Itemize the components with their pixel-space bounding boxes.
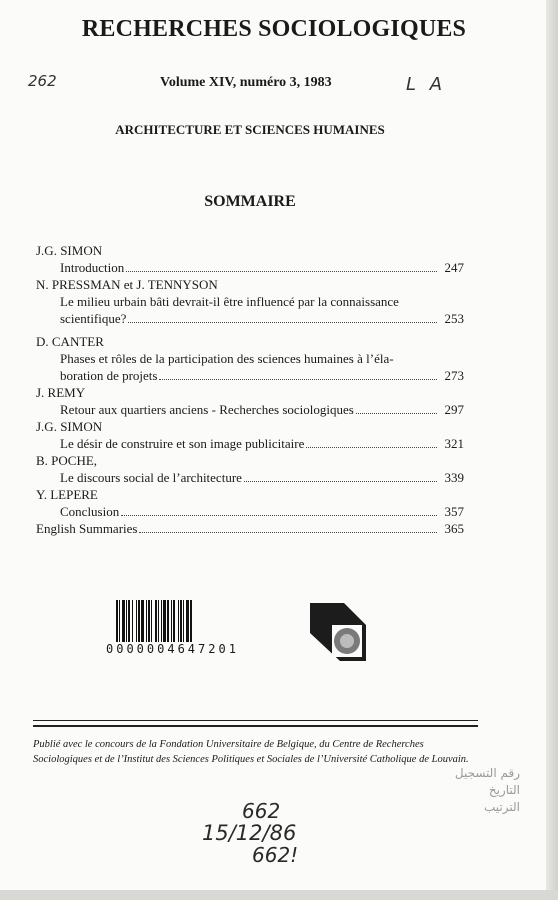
barcode bbox=[116, 600, 296, 642]
toc-line bbox=[36, 350, 464, 367]
toc-page-number: 247 bbox=[444, 260, 464, 275]
publisher-logo bbox=[310, 603, 366, 661]
handwritten-note-left: 262 bbox=[28, 72, 57, 90]
toc-title: Conclusion bbox=[60, 504, 120, 519]
toc-author: N. PRESSMAN et J. TENNYSON bbox=[36, 277, 218, 292]
toc-title: Le discours social de l’architecture bbox=[60, 470, 242, 485]
toc-author: J. REMY bbox=[36, 385, 86, 400]
toc-entry bbox=[36, 333, 464, 384]
toc-author: B. POCHE, bbox=[36, 453, 98, 468]
arabic-stamp-line: الترتيب bbox=[484, 800, 520, 814]
toc-line bbox=[36, 367, 464, 384]
footer-rule-thick bbox=[33, 725, 478, 727]
contents-heading: SOMMAIRE bbox=[204, 193, 296, 210]
leader-dots bbox=[244, 481, 437, 482]
toc-title: Le désir de construire et son image publicitaire bbox=[60, 436, 305, 451]
toc-page-number: 357 bbox=[444, 504, 464, 519]
toc-title: scientifique? bbox=[60, 311, 127, 326]
toc-page-number: 365 bbox=[444, 521, 464, 536]
toc-title: boration de projets bbox=[60, 368, 158, 383]
toc-line bbox=[36, 259, 464, 276]
toc-page-number: 273 bbox=[444, 368, 464, 383]
footer-rule-thin bbox=[33, 720, 478, 721]
volume-line: Volume XIV, numéro 3, 1983 bbox=[160, 75, 332, 90]
toc-title: Retour aux quartiers anciens - Recherches sociologiques bbox=[60, 402, 354, 417]
toc-line bbox=[36, 401, 464, 418]
toc-author: D. CANTER bbox=[36, 334, 104, 349]
leader-dots bbox=[121, 515, 437, 516]
toc-summaries-line bbox=[36, 520, 464, 537]
leader-dots bbox=[126, 271, 437, 272]
toc-entry bbox=[36, 452, 464, 486]
toc-page-number: 297 bbox=[444, 402, 464, 417]
toc-entry bbox=[36, 384, 464, 418]
page-bottom-edge bbox=[0, 890, 558, 900]
toc-entry bbox=[36, 418, 464, 452]
page-edge bbox=[546, 0, 558, 900]
barcode-number: 0000004647201 bbox=[106, 642, 239, 656]
toc-title: Le milieu urbain bâti devrait-il être influencé par la connaissance bbox=[60, 294, 399, 309]
toc-line bbox=[36, 435, 464, 452]
arabic-stamp-line: رقم التسجيل bbox=[454, 766, 520, 780]
handwritten-note-right: L A bbox=[406, 74, 447, 95]
leader-dots bbox=[159, 379, 437, 380]
toc-page-number: 339 bbox=[444, 470, 464, 485]
publisher-note: Publié avec le concours de la Fondation Universitaire de Belgique, du Centre de Recherches Sociologiques et de l’Institut des Sciences Politiques et Sociales de l’Université Catholique de Louvain. bbox=[33, 739, 469, 765]
toc-title: Introduction bbox=[60, 260, 125, 275]
toc-line bbox=[36, 503, 464, 520]
accession-number: 662 bbox=[242, 799, 281, 823]
table-of-contents bbox=[36, 242, 464, 537]
leader-dots bbox=[139, 532, 437, 533]
leader-dots bbox=[306, 447, 437, 448]
toc-author: Y. LEPERE bbox=[36, 487, 98, 502]
toc-title: Phases et rôles de la participation des sciences humaines à l’éla- bbox=[60, 351, 394, 366]
arabic-stamp-line: التاريخ bbox=[488, 783, 520, 797]
toc-entry bbox=[36, 276, 464, 327]
toc-line bbox=[36, 310, 464, 327]
toc-author: J.G. SIMON bbox=[36, 419, 103, 434]
handwritten-accession-stamp bbox=[180, 795, 380, 875]
toc-line bbox=[36, 469, 464, 486]
accession-number-2: 662! bbox=[252, 843, 299, 867]
toc-entry bbox=[36, 486, 464, 520]
issue-theme: ARCHITECTURE ET SCIENCES HUMAINES bbox=[115, 122, 385, 137]
accession-date: 15/12/86 bbox=[202, 821, 297, 845]
journal-title: RECHERCHES SOCIOLOGIQUES bbox=[81, 16, 467, 42]
toc-line bbox=[36, 293, 464, 310]
barcode-bar bbox=[192, 600, 193, 642]
toc-page-number: 321 bbox=[444, 436, 464, 451]
toc-entry bbox=[36, 242, 464, 276]
toc-summaries-label: English Summaries bbox=[36, 521, 138, 536]
leader-dots bbox=[128, 322, 437, 323]
toc-author: J.G. SIMON bbox=[36, 243, 103, 258]
toc-page-number: 253 bbox=[444, 311, 464, 326]
leader-dots bbox=[356, 413, 437, 414]
